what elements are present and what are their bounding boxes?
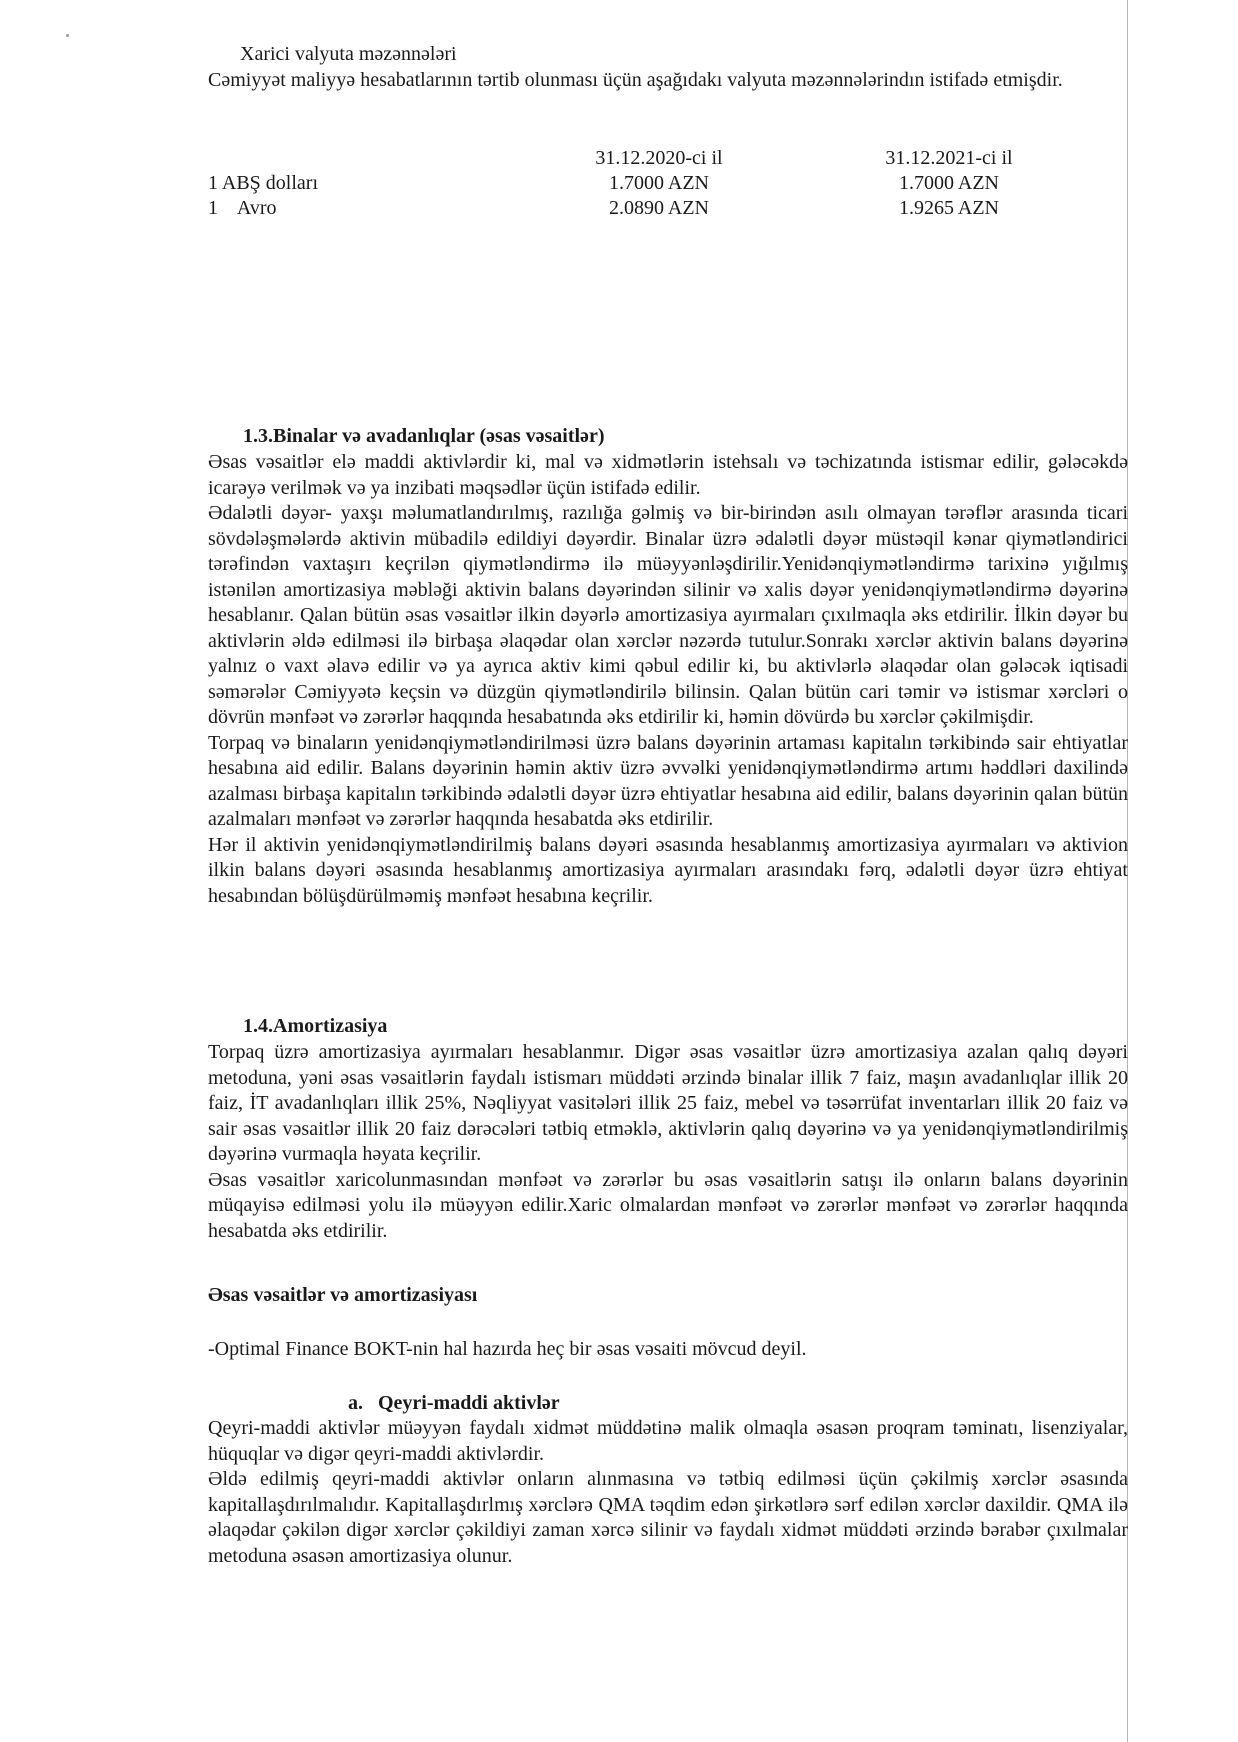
section-1-4-body: [208, 1040, 1128, 1244]
header-cell: 31.12.2020-ci il: [595, 147, 723, 169]
currency-cell: 1 Avro: [208, 197, 277, 219]
header-cell: 31.12.2021-ci il: [885, 147, 1013, 169]
paragraph: Əsas vəsaitlər xaricolunmasından mənfəət və zərərlər bu əsas vəsaitlərin satışı ilə onların balans dəyərinin müqayisə edilməsi yolu ilə müəyyən edilir.Xaric olmalardan mənfəət və zərərlər mənfəət və zərərlər haqqında hesabatda əks etdirilir.: [208, 1168, 1128, 1242]
table-row: [208, 196, 1068, 221]
rate-cell: 2.0890 AZN: [609, 197, 709, 219]
fixed-assets-heading: Əsas vəsaitlər və amortizasiyası: [208, 1284, 478, 1306]
intangibles-heading: a. Qeyri-maddi aktivlər: [348, 1392, 560, 1414]
paragraph: Torpaq üzrə amortizasiya ayırmaları hesablanmır. Digər əsas vəsaitlər üzrə amortizasiya azalan qalıq dəyəri metoduna, yəni əsas vəsaitlərin faydalı istismarı müddəti ərzində binalar illik 7 faiz, maşın avadanlıqlar illik 20 faiz, İT avadanlıqları illik 25%, Nəqliyyat vasitələri illik 25 faiz, mebel və təsərrüfat inventarları illik 20 faiz və sair əsas vəsaitlər illik 20 faiz dərəcələri tətbiq etməklə, aktivlərin qalıq dəyərinə və ya yenidənqiymətləndirilmiş dəyərinə vurmaqla həyata keçrilir.: [208, 1041, 1128, 1165]
paragraph: Hər il aktivin yenidənqiymətləndirilmiş balans dəyəri əsasında hesablanmış amortizasiya ayırmaları və aktivion ilkin balans dəyəri əsasında hesablanmış amortizasiya ayırmaları arasındakı fərq, ədalətli dəyər üzrə ehtiyat hesabından bölüşdürülməmiş mənfəət hesabına keçrilir.: [208, 833, 1128, 907]
rate-cell: 1.9265 AZN: [899, 197, 999, 219]
paragraph: Ədalətli dəyər- yaxşı məlumatlandırılmış, razılığa gəlmiş və bir-birindən asılı olmayan tərəflər arasında ticari sövdələşmələrdə aktivin mübadilə edildiyi dəyərdir. Binalar üzrə ədalətli dəyər müstəqil kənar qiymətləndirici tərəfindən vaxtaşırı keçrilən qiymətləndirmə ilə müəyyənləşdirilir.Yenidənqiymətləndirmə tarixinə yığılmış istənilən amortizasiya məbləği aktivin balans dəyərindən silinir və xalis dəyər yenidənqiymətləndirmə dəyərinə hesablanır. Qalan bütün əsas vəsaitlər ilkin dəyərlə amortizasiya ayırmaları çıxılmaqla əks etdirilir. İlkin dəyər bu aktivlərin əldə edilməsi ilə birbaşa əlaqədar olan xərclər nəzərdə tutulur.Sonrakı xərclər aktivin balans dəyərinə yalnız o vaxt əlavə edilir və ya ayrıca aktiv kimi qəbul edilir ki, bu aktivlərlə əlaqədar olan gələcək iqtisadi səmərələr Cəmiyyətə keçsin və düzgün qiymətləndirilə bilinsin. Qalan bütün cari təmir və istismar xərcləri o dövrün mənfəət və zərərlər haqqında hesabatında əks etdirilir ki, həmin dövürdə bu xərclər çəkilmişdir.: [208, 502, 1128, 728]
paragraph: Qeyri-maddi aktivlər müəyyən faydalı xidmət müddətinə malik olmaqla əsasən proqram təminatı, lisenziyalar, hüquqlar və digər qeyri-maddi aktivlərdir.: [208, 1417, 1128, 1465]
intro-title: Xarici valyuta məzənnələri: [240, 43, 457, 65]
rate-cell: 1.7000 AZN: [609, 172, 709, 194]
currency-rates-table: [208, 146, 1068, 221]
intro-paragraph: Cəmiyyət maliyyə hesabatlarının tərtib olunması üçün aşağıdakı valyuta məzənnələrindın istifadə etmişdir.: [208, 69, 1063, 91]
currency-cell: 1 ABŞ dolları: [208, 172, 319, 194]
paragraph: Torpaq və binaların yenidənqiymətləndirilməsi üzrə balans dəyərinin artaması kapitalın tərkibində sair ehtiyatlar hesabına aid edilir. Balans dəyərinin həmin aktiv üzrə əvvəlki yenidənqiymətləndirmə artımı həddləri daxilində azalması birbaşa kapitalın tərkibində ədalətli dəyər üzrə ehtiyatlar hesabına aid edilir, balans dəyərinin qalan bütün azalmaları mənfəət və zərərlər haqqında hesabatda əks etdirilir.: [208, 731, 1128, 830]
fixed-assets-text: -Optimal Finance BOKT-nin hal hazırda heç bir əsas vəsaiti mövcud deyil.: [208, 1338, 807, 1360]
paragraph: Əldə edilmiş qeyri-maddi aktivlər onların alınmasına və tətbiq edilməsi üçün çəkilmiş xərclər əsasında kapitallaşdırılmalıdır. Kapitallaşdırlmış xərclərə QMA təqdim edən şirkətlərə sərf edilən xərclər daxildir. QMA ilə əlaqədar çəkilən digər xərclər çəkildiyi zaman xərcə silinir və faydalı xidmət müddəti ərzində bərabər çıxılmalar metoduna əsasən amortizasiya olunur.: [208, 1468, 1128, 1567]
table-row: [208, 171, 1068, 196]
paragraph: Əsas vəsaitlər elə maddi aktivlərdir ki, mal və xidmətlərin istehsalı və təchizatında istismar edilir, gələcəkdə icarəyə verilmək və ya inzibati məqsədlər üçün istifadə edilir.: [208, 451, 1128, 499]
section-1-3-heading: 1.3.Binalar və avadanlıqlar (əsas vəsaitlər): [243, 425, 605, 447]
intangibles-body: [208, 1416, 1128, 1569]
rate-cell: 1.7000 AZN: [899, 172, 999, 194]
intro-text: [208, 68, 1128, 94]
scan-speck: [66, 34, 69, 37]
section-1-3-body: [208, 450, 1128, 909]
section-1-4-heading: 1.4.Amortizasiya: [243, 1015, 388, 1037]
table-header-row: [208, 146, 1068, 171]
